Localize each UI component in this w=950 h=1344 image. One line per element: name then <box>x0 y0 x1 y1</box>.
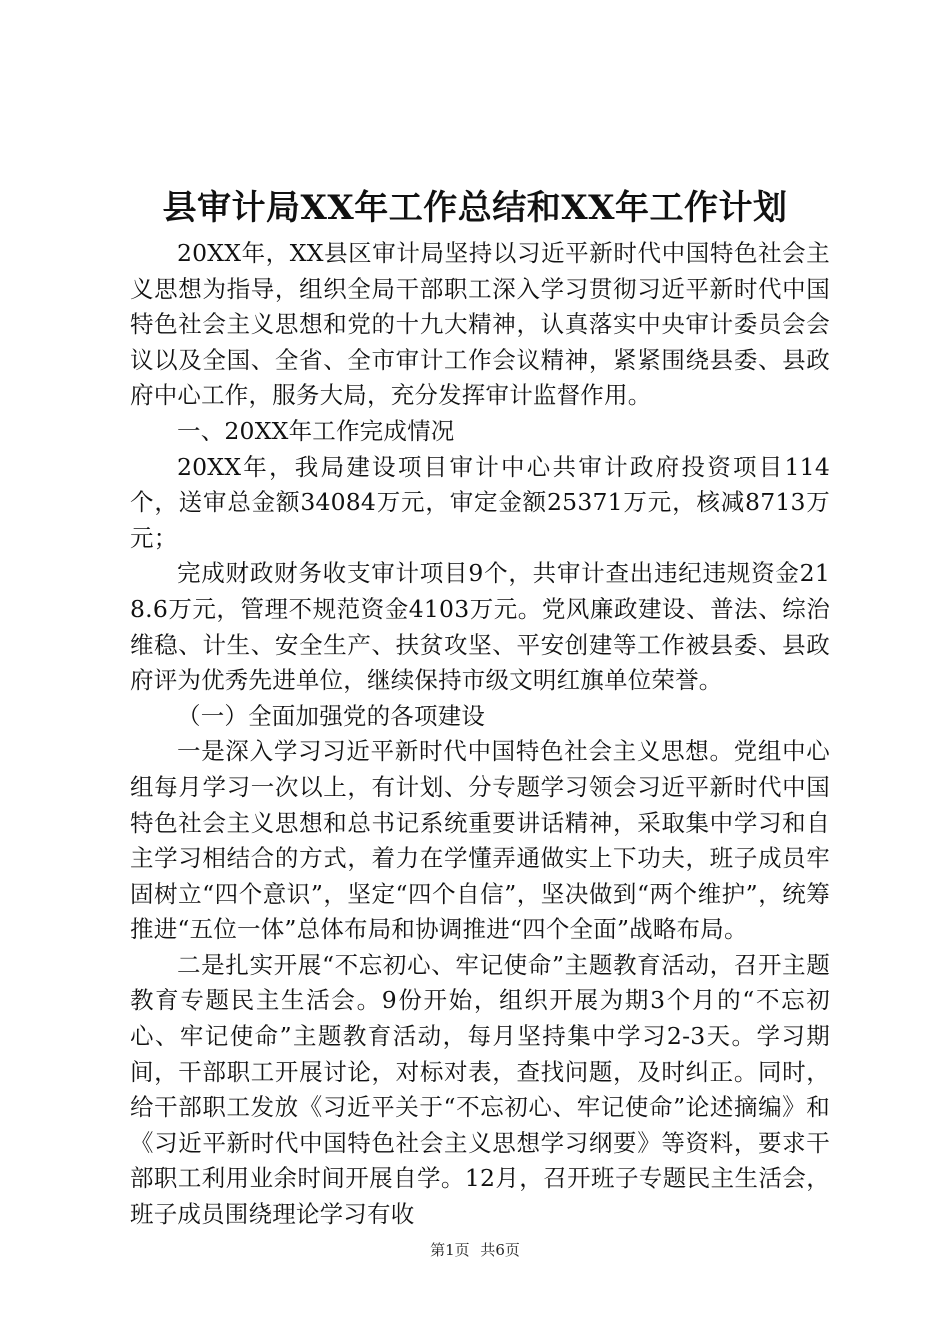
subsection-heading-1: （一）全面加强党的各项建设 <box>177 701 486 730</box>
page-number: 第1页 <box>430 1241 470 1259</box>
section-heading-1: 一、20XX年工作完成情况 <box>177 416 455 445</box>
page-total: 共6页 <box>480 1241 520 1259</box>
body-paragraph: 20XX年，我局建设项目审计中心共审计政府投资项目114个，送审总金额34084万元，审定金额25371万元，核减8713万元； <box>130 452 830 552</box>
body-paragraph: 完成财政财务收支审计项目9个，共审计查出违纪违规资金218.6万元，管理不规范资金4103万元。党风廉政建设、普法、综治维稳、计生、安全生产、扶贫攻坚、平安创建等工作被县委、县政府评为优秀先进单位，继续保持市级文明红旗单位荣誉。 <box>130 559 830 695</box>
intro-paragraph: 20XX年，XX县区审计局坚持以习近平新时代中国特色社会主义思想为指导，组织全局干部职工深入学习贯彻习近平新时代中国特色社会主义思想和党的十九大精神，认真落实中央审计委员会会议以及全国、全省、全市审计工作会议精神，紧紧围绕县委、县政府中心工作，服务大局，充分发挥审计监督作用。 <box>130 239 830 410</box>
page-footer <box>0 1240 950 1260</box>
body-paragraph: 二是扎实开展“不忘初心、牢记使命”主题教育活动，召开主题教育专题民主生活会。9份开始，组织开展为期3个月的“不忘初心、牢记使命”主题教育活动，每月坚持集中学习2-3天。学习期间，干部职工开展讨论，对标对表，查找问题，及时纠正。同时，给干部职工发放《习近平关于“不忘初心、牢记使命”论述摘编》和《习近平新时代中国特色社会主义思想学习纲要》等资料，要求干部职工利用业余时间开展自学。12月，召开班子专题民主生活会，班子成员围绕理论学习有收 <box>130 950 830 1229</box>
document-body <box>130 236 830 1233</box>
body-paragraph: 一是深入学习习近平新时代中国特色社会主义思想。党组中心组每月学习一次以上，有计划、分专题学习领会习近平新时代中国特色社会主义思想和总书记系统重要讲话精神，采取集中学习和自主学习相结合的方式，着力在学懂弄通做实上下功夫，班子成员牢固树立“四个意识”，坚定“四个自信”，坚决做到“两个维护”，统筹推进“五位一体”总体布局和协调推进“四个全面”战略布局。 <box>130 737 830 944</box>
document-title: 县审计局XX年工作总结和XX年工作计划 <box>162 188 788 228</box>
